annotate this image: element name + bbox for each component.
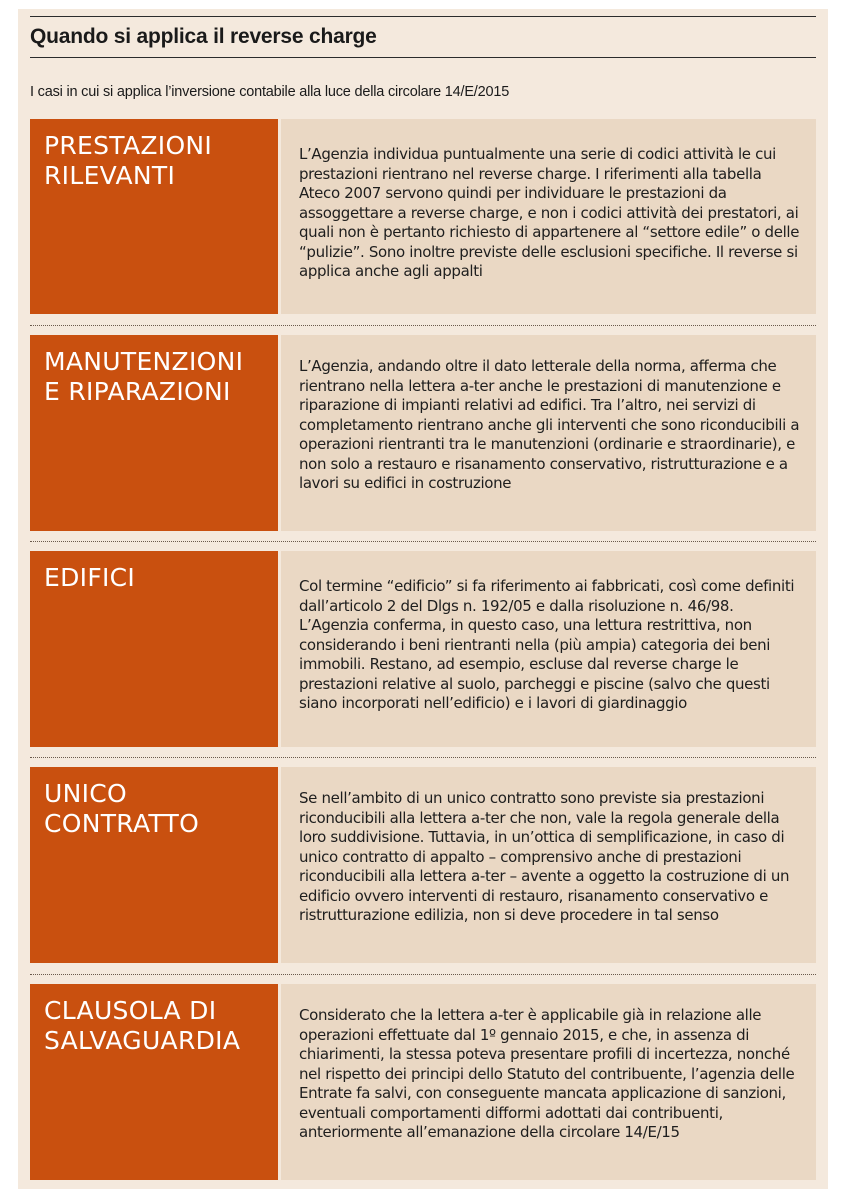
section-text-box [281, 551, 816, 747]
section-prestazioni-rilevanti [30, 119, 816, 314]
page-title: Quando si applica il reverse charge [30, 25, 377, 48]
section-label-box [30, 335, 278, 531]
section-edifici [30, 551, 816, 747]
section-divider [30, 974, 816, 975]
section-unico-contratto [30, 767, 816, 963]
section-text: L’Agenzia individua puntualmente una serie di codici attività le cui prestazioni rientrano nel reverse charge. I riferimenti alla tabella Ateco 2007 servono quindi per individuare le prestazioni da assoggettare a reverse charge, e non i codici attività dei prestatori, ai quali non è pertanto richiesto di appartenere al “settore edile” o delle “pulizie”. Sono inoltre previste delle esclusioni specifiche. Il reverse si applica anche agli appalti [299, 145, 800, 280]
section-text-box [281, 984, 816, 1180]
section-label: EDIFICI [44, 563, 136, 592]
section-label-box [30, 551, 278, 747]
section-divider [30, 757, 816, 758]
section-label: MANUTENZIONI E RIPARAZIONI [44, 347, 244, 406]
section-label-box [30, 767, 278, 963]
section-divider [30, 325, 816, 326]
section-text: Se nell’ambito di un unico contratto sono previste sia prestazioni riconducibili alla lettera a-ter che non, vale la regola generale della loro suddivisione. Tuttavia, in un’ottica di semplificazione, in caso di unico contratto di appalto – comprensivo anche di prestazioni riconducibili alla lettera a-ter – avente a oggetto la costruzione di un edificio ovvero interventi di restauro, risanamento conservativo e ristrutturazione edilizia, non si deve procedere in tal senso [299, 789, 790, 924]
section-label-box [30, 119, 278, 314]
page-subtitle: I casi in cui si applica l’inversione contabile alla luce della circolare 14/E/2015 [30, 84, 510, 100]
section-manutenzioni-riparazioni [30, 335, 816, 531]
section-label: PRESTAZIONI RILEVANTI [44, 131, 213, 190]
section-label: CLAUSOLA DI SALVAGUARDIA [44, 996, 241, 1055]
section-label-box [30, 984, 278, 1180]
section-text: L’Agenzia, andando oltre il dato letterale della norma, afferma che rientrano nella lettera a-ter anche le prestazioni di manutenzione e riparazione di impianti relativi ad edifici. Tra l’altro, nei servizi di completamento rientrano anche gli interventi che sono riconducibili a operazioni rientranti tra le manutenzioni (ordinarie e straordinarie), e non solo a restauro e risanamento conservativo, ristrutturazione e a lavori su edifici in costruzione [299, 357, 800, 492]
section-text-box [281, 335, 816, 531]
top-rule [30, 16, 816, 17]
section-text-box [281, 119, 816, 314]
infobox [18, 9, 828, 1189]
section-text: Col termine “edificio” si fa riferimento ai fabbricati, così come definiti dall’articolo 2 del Dlgs n. 192/05 e dalla risoluzione n. 46/98. L’Agenzia conferma, in questo caso, una lettura restrittiva, non considerando i beni rientranti nella (più ampia) categoria dei beni immobili. Restano, ad esempio, escluse dal reverse charge le prestazioni relative al suolo, parcheggi e piscine (salvo che questi siano incorporati nell’edificio) e i lavori di giardinaggio [299, 577, 795, 712]
section-text: Considerato che la lettera a-ter è applicabile già in relazione alle operazioni effettuate dal 1º gennaio 2015, e che, in assenza di chiarimenti, la stessa poteva presentare profili di incertezza, nonché nel rispetto dei principi dello Statuto del contribuente, l’agenzia delle Entrate fa salvi, con conseguente mancata applicazione di sanzioni, eventuali comportamenti difformi adottati dai contribuenti, anteriormente all’emanazione della circolare 14/E/15 [299, 1006, 795, 1141]
section-text-box [281, 767, 816, 963]
section-label: UNICO CONTRATTO [44, 779, 200, 838]
title-rule [30, 57, 816, 58]
section-divider [30, 541, 816, 542]
section-clausola-salvaguardia [30, 984, 816, 1180]
